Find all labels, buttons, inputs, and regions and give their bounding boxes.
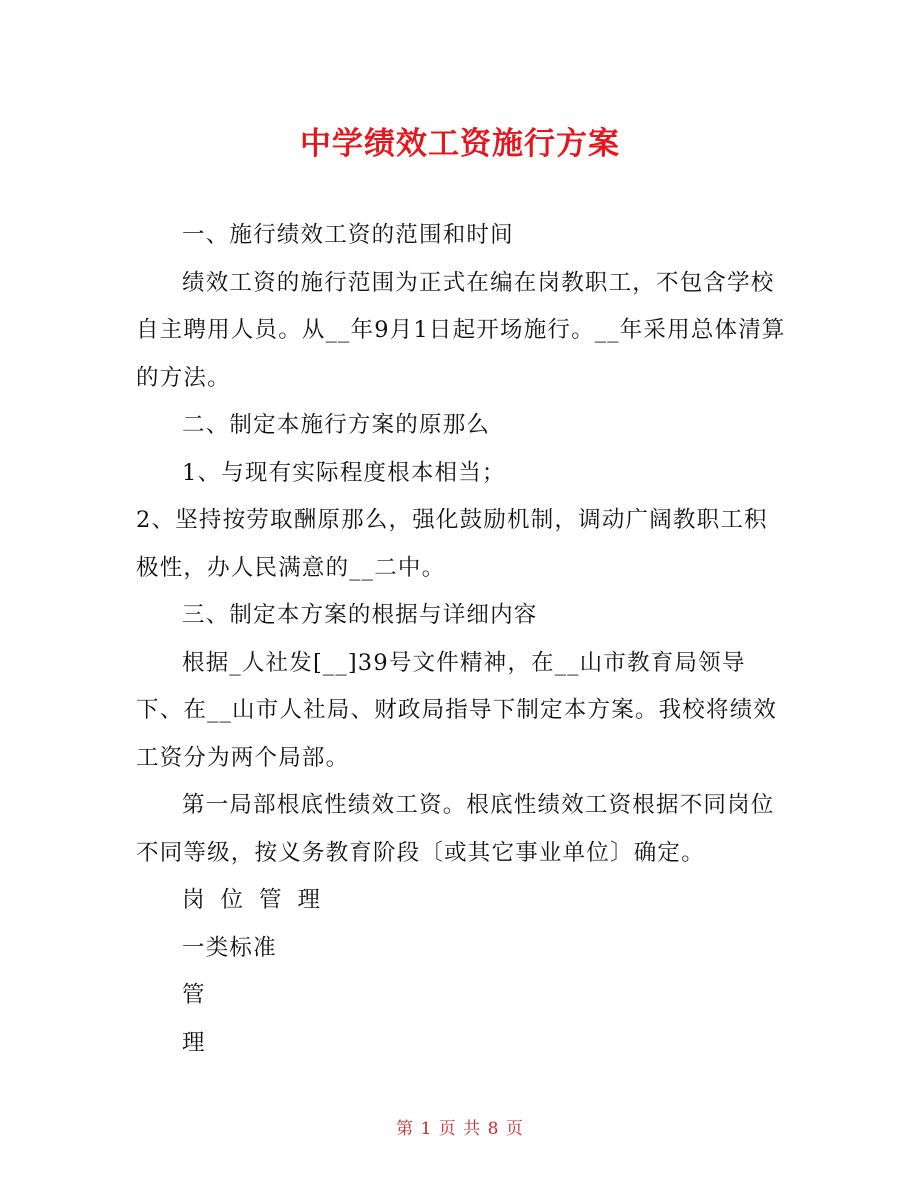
section-heading-3: 三、制定本方案的根据与详细内容 <box>182 602 538 628</box>
principle-item-1: 1、与现有实际程度根本相当； <box>182 459 506 486</box>
table-cell-category: 一类标准 <box>182 934 277 961</box>
page-number-footer: 第 1 页 共 8 页 <box>396 1119 524 1139</box>
paragraph-basis: 根据_人社发[__]39号文件精神，在__山市教育局领导下、在__山市人社局、财政局指导下制定本方案。我校将绩效工资分为两个局部。 <box>136 649 778 771</box>
table-cell-li: 理 <box>182 1029 206 1056</box>
document-title: 中学绩效工资施行方案 <box>300 126 620 162</box>
principle-item-2: 2、坚持按劳取酬原那么，强化鼓励机制，调动广阔教职工积极性，办人民满意的__二中。 <box>136 507 768 581</box>
section-heading-2: 二、制定本施行方案的原那么 <box>182 412 491 438</box>
table-header-post-management: 岗位管理 <box>182 887 337 913</box>
paragraph-scope: 绩效工资的施行范围为正式在编在岗教职工，不包含学校自主聘用人员。从__年9月1日起开场施行。__年采用总体清算的方法。 <box>136 269 786 391</box>
section-heading-1: 一、施行绩效工资的范围和时间 <box>182 222 514 248</box>
document-body <box>136 212 786 1067</box>
paragraph-part-one: 第一局部根底性绩效工资。根底性绩效工资根据不同岗位不同等级，按义务教育阶段〔或其它事业单位〕确定。 <box>136 792 775 866</box>
table-cell-guan: 管 <box>182 982 206 1008</box>
